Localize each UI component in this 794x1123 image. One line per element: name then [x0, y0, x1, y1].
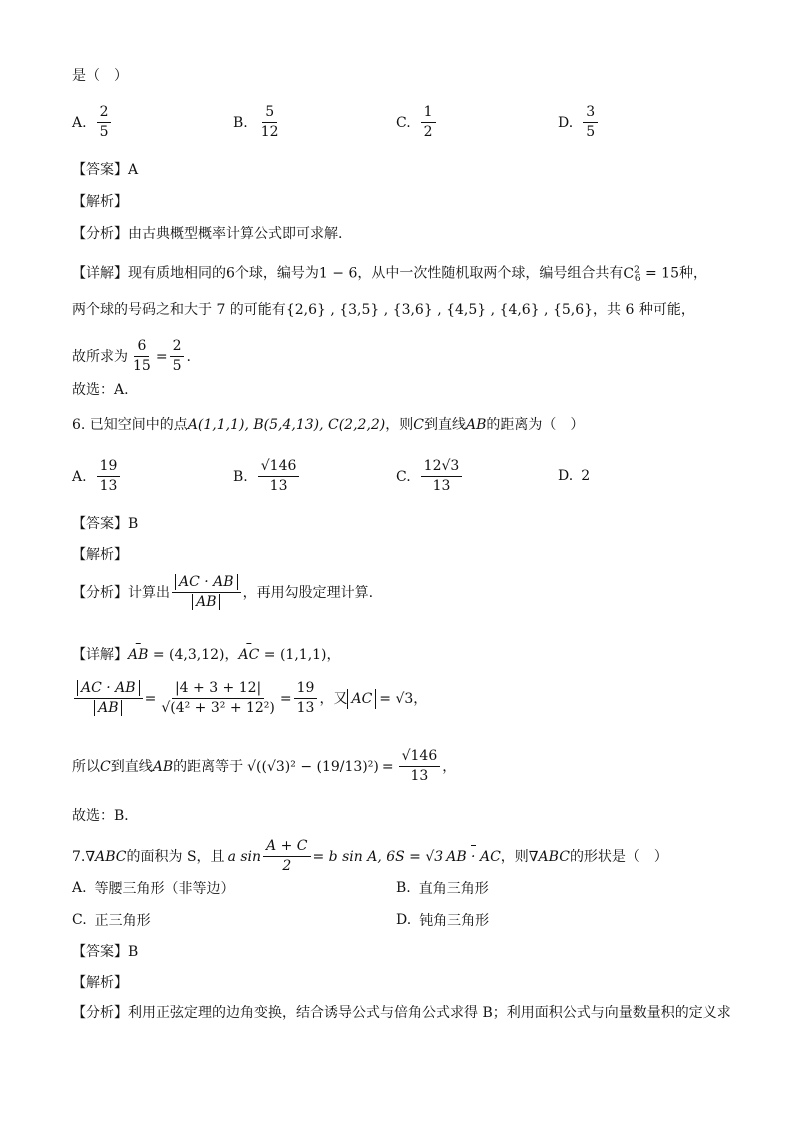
q5-option-c-fraction: $\frac{1}{2}$	[421, 104, 436, 141]
q6-distance: 所以 C 到直线 AB 的距离等于 √((√3)² − (19/13)²) = $\frac{√146}{13}$ ，	[72, 748, 457, 784]
q6-answer: 【答案】B	[72, 516, 139, 532]
q5-analysis-heading: 【解析】	[72, 194, 128, 210]
q6-choose: 故选：B．	[72, 808, 139, 824]
q5-choose: 故选：A.	[72, 382, 129, 398]
q6-option-a: A. $\frac{19}{13}$	[72, 458, 122, 495]
q7-answer: 【答案】B	[72, 944, 139, 960]
combination-symbol: $C^2_6$	[623, 265, 641, 285]
q6-option-c: C. $\frac{12√3}{13}$	[396, 458, 464, 495]
q5-detail-line-2: 两个球的号码之和大于 7 的可能有{2,6} , {3,5} , {3,6} , {4,5} , {4,6} , {5,6}，共 6 种可能，	[72, 302, 695, 318]
q6-analysis-heading: 【解析】	[72, 547, 128, 563]
q6-option-b: B. $\frac{√146}{13}$	[233, 458, 301, 495]
q5-option-c: C. $\frac{1}{2}$	[396, 104, 438, 141]
q5-option-a-fraction: $\frac{2}{5}$	[97, 104, 112, 141]
q6-detail-calc: $\frac{AC \cdot AB}{AB}$ = $\frac{|4 + 3 + 12|}{\text{√(4² + 3² + 12²)}}$ = $\frac{19}{13}$ ，又 AC = √3 ，	[72, 680, 427, 717]
q6-fenxi: 【分析】计算出 $\frac{AC \cdot AB}{AB}$ ，再用勾股定理计算.	[72, 574, 374, 610]
q5-option-a: A. $\frac{2}{5}$	[72, 104, 113, 141]
q5-option-b-fraction: $\frac{5}{12}$	[260, 104, 279, 140]
q6-option-d: D. 2	[558, 468, 591, 484]
q5-option-b: B. $\frac{5}{12}$	[233, 104, 284, 141]
q5-option-d: D. $\frac{3}{5}$	[558, 104, 600, 141]
q5-option-d-fraction: $\frac{3}{5}$	[583, 104, 598, 141]
q7-fenxi: 【分析】利用正弦定理的边角变换，结合诱导公式与倍角公式求得 B；利用面积公式与向量数量积的定义求	[72, 1005, 731, 1021]
q7-analysis-heading: 【解析】	[72, 975, 128, 991]
q7-stem: 7. ∇ABC 的面积为 S，且 a sin $\frac{A + C}{2}$ = b sin A, 6S = √3 ⎯ AB · AC ，则 ∇ABC 的形状是（ ）	[72, 838, 668, 875]
q5-detail-line-3: 故所求为 $\frac{6}{15}$ = $\frac{2}{5}$ .	[72, 338, 191, 374]
q5-stem-tail: 是（ ）	[72, 68, 128, 84]
q5-fenxi: 【分析】由古典概型概率计算公式即可求解.	[72, 226, 343, 242]
q7-option-b: B. 直角三角形	[396, 880, 489, 897]
q7-option-a: A. 等腰三角形（非等边）	[72, 880, 235, 897]
q7-option-c: C. 正三角形	[72, 912, 151, 929]
q6-detail-vectors: 【详解】⎯ AB = (4,3,12)，⎯ AC = (1,1,1)，	[72, 645, 341, 665]
q5-answer: 【答案】A	[72, 162, 139, 178]
q7-option-d: D. 钝角三角形	[396, 912, 490, 929]
q5-detail-line-1: 【详解】现有质地相同的6个球，编号为1 − 6，从中一次性随机取两个球，编号组合共有$C^2_6 = 15$种，	[72, 265, 707, 285]
q6-stem: 6. 已知空间中的点A(1,1,1), B(5,4,13), C(2,2,2)，则C到直线AB的距离为（ ）	[72, 417, 585, 433]
